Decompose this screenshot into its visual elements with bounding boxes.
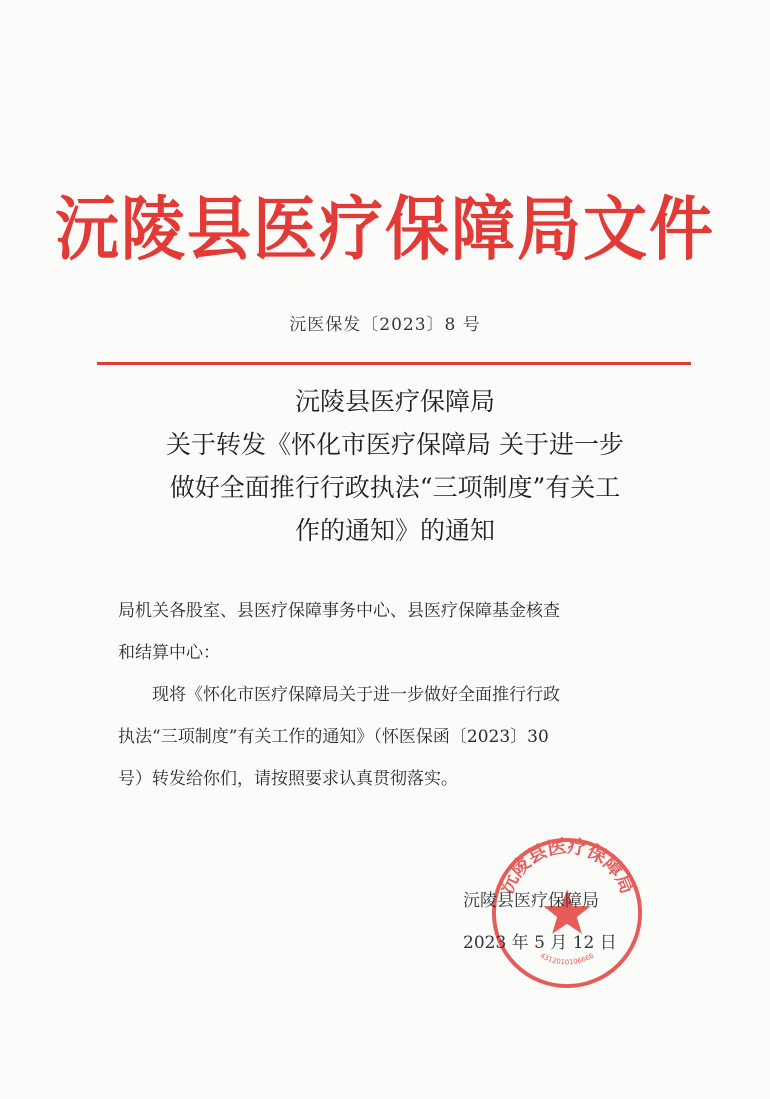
- body-paragraph-line: 现将《怀化市医疗保障局关于进一步做好全面推行行政: [152, 685, 560, 705]
- document-body: [118, 590, 678, 800]
- addressee-line: 和结算中心：: [118, 643, 220, 663]
- title-line: 沅陵县医疗保障局: [294, 387, 495, 416]
- document-title: [110, 380, 680, 552]
- masthead-title: 沅陵县医疗保障局文件: [55, 190, 715, 271]
- addressee-line: 局机关各股室、县医疗保障事务中心、县医疗保障基金核查: [118, 601, 560, 621]
- seal-code: 4312010106666: [538, 951, 596, 967]
- body-paragraph-line: 号）转发给你们，请按照要求认真贯彻落实。: [118, 769, 458, 789]
- red-divider-line: [97, 362, 691, 365]
- body-paragraph-line: 执法“三项制度”有关工作的通知》（怀医保函〔2023〕30: [118, 727, 549, 747]
- document-number: 沅医保发〔2023〕8 号: [289, 315, 481, 335]
- signature-org: 沅陵县医疗保障局: [463, 891, 599, 911]
- title-line: 关于转发《怀化市医疗保障局 关于进一步: [166, 430, 624, 459]
- seal-text: 沅陵县医疗保障局: [496, 836, 638, 898]
- signature-block: [463, 880, 617, 964]
- signature-date: 2023 年 5 月 12 日: [463, 933, 617, 953]
- title-line: 作的通知》的通知: [294, 516, 495, 545]
- title-line: 做好全面推行行政执法“三项制度”有关工: [169, 473, 621, 502]
